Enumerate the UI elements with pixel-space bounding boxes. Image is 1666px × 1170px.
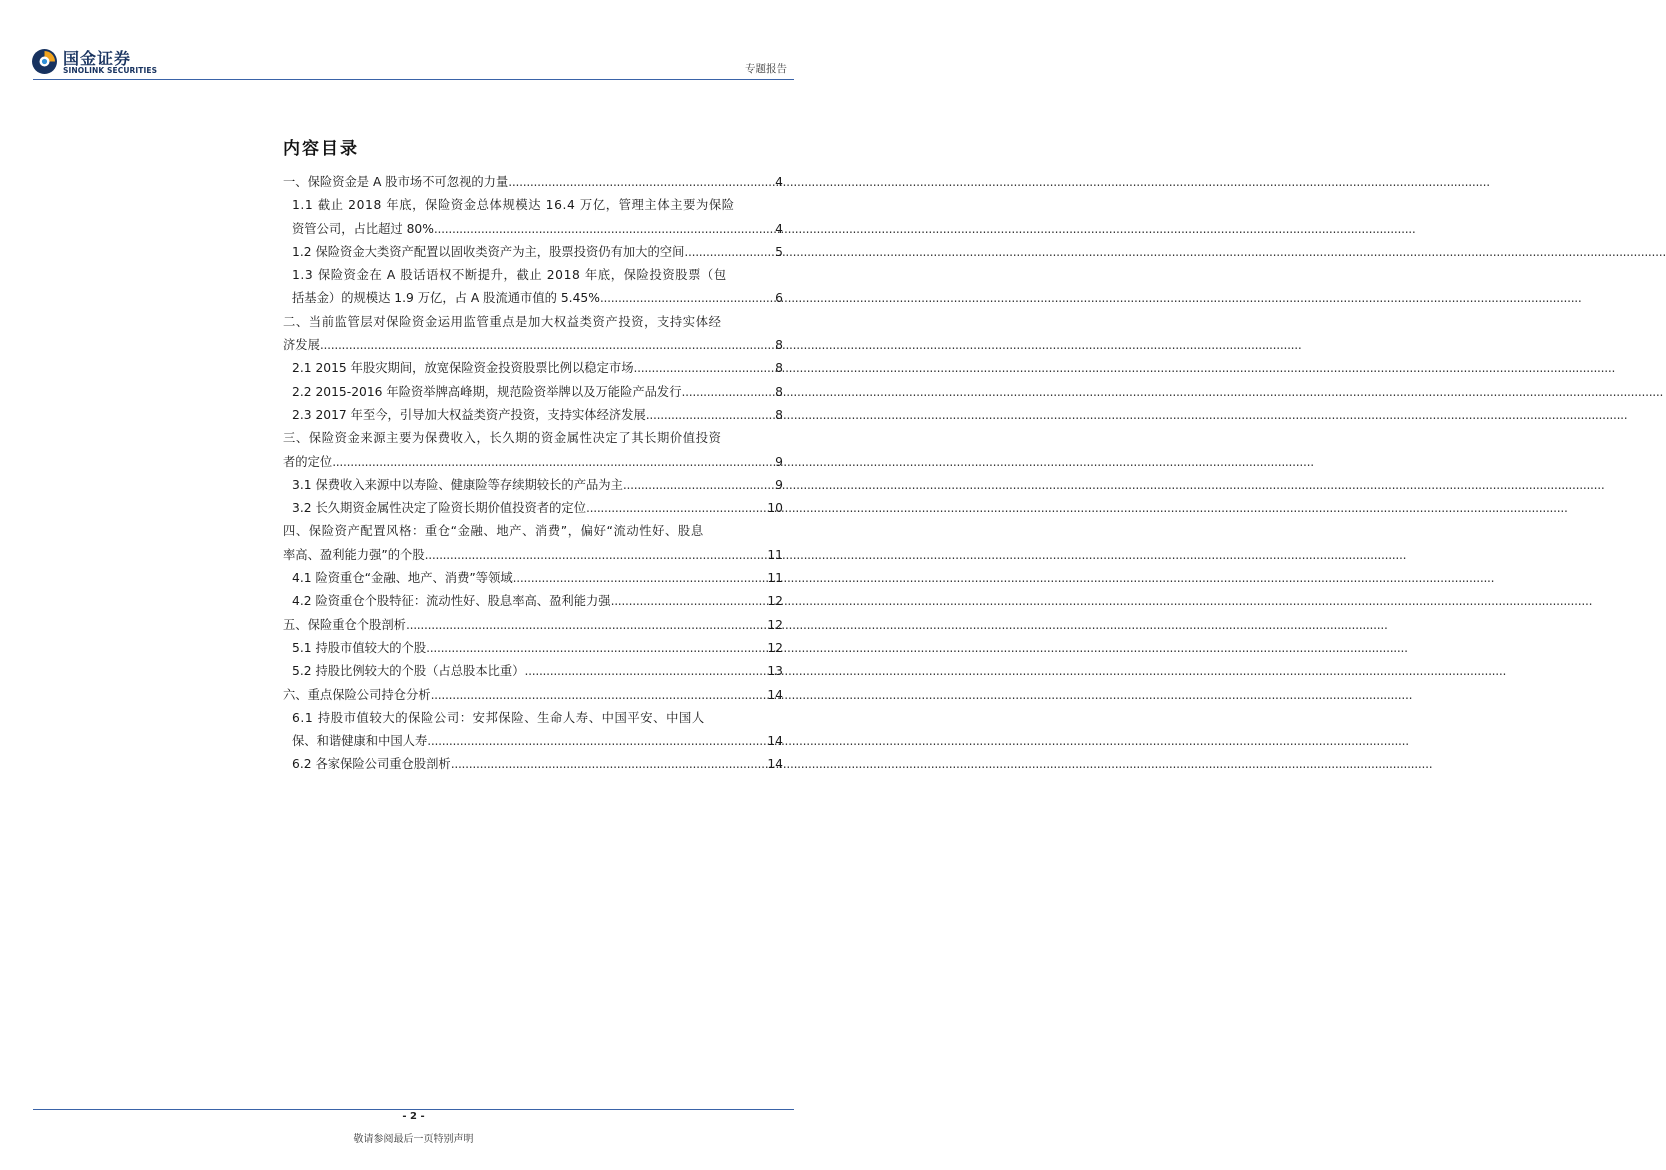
toc-entry-text: 3.1 保费收入来源中以寿险、健康险等存续期较长的产品为主 bbox=[292, 477, 623, 492]
toc-section-entry[interactable] bbox=[283, 520, 783, 567]
toc-entry-text: 一、保险资金是 A 股市场不可忽视的力量 bbox=[283, 175, 509, 189]
toc-page-number: 8 bbox=[775, 384, 783, 399]
toc-dot-leader bbox=[682, 381, 775, 404]
toc-section-entry[interactable] bbox=[283, 311, 783, 358]
toc-dot-leader bbox=[451, 753, 767, 776]
toc-entry-text: 2.3 2017 年至今，引导加大权益类资产投资，支持实体经济发展 bbox=[292, 407, 646, 422]
header-divider bbox=[33, 79, 794, 80]
toc-entry-text: 三、保险资金来源主要为保费收入，长久期的资金属性决定了其长期价值投资 bbox=[283, 431, 722, 446]
toc-page-number: 12 bbox=[767, 617, 783, 632]
toc-subsection-entry[interactable] bbox=[283, 194, 783, 241]
toc-dot-leader bbox=[684, 241, 774, 264]
toc-entry-text: 2.1 2015 年股灾期间，放宽保险资金投资股票比例以稳定市场 bbox=[292, 361, 634, 376]
toc-dot-leader bbox=[586, 497, 766, 520]
toc-entry-text: 4.2 险资重仓个股特征：流动性好、股息率高、盈利能力强 bbox=[292, 594, 611, 609]
toc-page-number: 5 bbox=[775, 244, 783, 259]
toc-subsection-entry[interactable] bbox=[283, 474, 783, 497]
sinolink-logo-icon bbox=[31, 48, 58, 75]
company-logo bbox=[31, 46, 156, 78]
logo-english-name: SINOLINK SECURITIES bbox=[63, 66, 158, 75]
toc-page-number: 8 bbox=[775, 338, 783, 353]
toc-subsection-entry[interactable] bbox=[283, 497, 783, 520]
footer-disclaimer: 敬请参阅最后一页特别声明 bbox=[353, 1134, 474, 1145]
toc-subsection-entry[interactable] bbox=[283, 404, 783, 427]
toc-entry-text: 者的定位 bbox=[283, 454, 333, 469]
logo-chinese-name: 国金证券 bbox=[63, 49, 132, 68]
toc-dot-leader bbox=[427, 730, 766, 753]
toc-page-number: 10 bbox=[767, 501, 783, 516]
toc-section-entry[interactable] bbox=[283, 427, 783, 474]
toc-page-number: 8 bbox=[775, 407, 783, 422]
toc-dot-leader bbox=[508, 171, 774, 194]
toc-entry-text: 保、和谐健康和中国人寿 bbox=[292, 734, 428, 749]
toc-page-number: 12 bbox=[767, 594, 783, 609]
toc-dot-leader bbox=[611, 590, 767, 613]
toc-page-number: 14 bbox=[767, 757, 783, 772]
toc-subsection-entry[interactable] bbox=[283, 590, 783, 613]
toc-page-number: 14 bbox=[767, 687, 783, 702]
toc-entry-text: 四、保险资产配置风格：重仓“金融、地产、消费”，偏好“流动性好、股息 bbox=[283, 524, 704, 539]
toc-dot-leader bbox=[646, 404, 774, 427]
toc-entry-text: 六、重点保险公司持仓分析 bbox=[283, 687, 431, 702]
toc-dot-leader bbox=[525, 660, 767, 683]
toc-entry-text: 二、当前监管层对保险资金运用监管重点是加大权益类资产投资，支持实体经 bbox=[283, 314, 722, 329]
toc-dot-leader bbox=[600, 287, 774, 310]
toc-entry-text: 4.1 险资重仓“金融、地产、消费”等领域 bbox=[292, 571, 513, 586]
toc-entry-text: 1.3 保险资金在 A 股话语权不断提升，截止 2018 年底，保险投资股票（包 bbox=[292, 268, 727, 283]
toc-subsection-entry[interactable] bbox=[283, 567, 783, 590]
toc-subsection-entry[interactable] bbox=[283, 637, 783, 660]
toc-entry-text: 1.2 保险资金大类资产配置以固收类资产为主，股票投资仍有加大的空间 bbox=[292, 244, 685, 259]
toc-entry-text: 5.1 持股市值较大的个股 bbox=[292, 640, 427, 655]
toc-page-number: 4 bbox=[775, 175, 783, 189]
toc-page-number: 4 bbox=[775, 221, 783, 236]
toc-page-number: 14 bbox=[767, 734, 783, 749]
table-of-contents bbox=[283, 134, 783, 777]
toc-entry-text: 资管公司，占比超过 80% bbox=[292, 221, 434, 236]
toc-dot-leader bbox=[434, 218, 774, 241]
toc-page-number: 11 bbox=[767, 547, 783, 562]
toc-entry-text: 2.2 2015-2016 年险资举牌高峰期，规范险资举牌以及万能险产品发行 bbox=[292, 384, 682, 399]
toc-page-number: 11 bbox=[767, 571, 783, 586]
toc-dot-leader bbox=[425, 544, 767, 567]
toc-entry-text: 率高、盈利能力强”的个股 bbox=[283, 547, 425, 562]
toc-subsection-entry[interactable] bbox=[283, 381, 783, 404]
toc-page-number: 9 bbox=[775, 477, 783, 492]
toc-page-number: 12 bbox=[767, 640, 783, 655]
toc-entry-text: 6.1 持股市值较大的保险公司：安邦保险、生命人寿、中国平安、中国人 bbox=[292, 710, 705, 725]
toc-entry-text: 括基金）的规模达 1.9 万亿，占 A 股流通市值的 5.45% bbox=[292, 291, 600, 306]
toc-dot-leader bbox=[431, 684, 767, 707]
toc-entry-text: 济发展 bbox=[283, 338, 320, 353]
toc-subsection-entry[interactable] bbox=[283, 753, 783, 776]
toc-title: 内容目录 bbox=[283, 139, 359, 159]
toc-subsection-entry[interactable] bbox=[283, 357, 783, 380]
footer-divider bbox=[33, 1109, 794, 1110]
toc-section-entry[interactable] bbox=[283, 684, 783, 707]
toc-dot-leader bbox=[623, 474, 774, 497]
toc-entry-text: 3.2 长久期资金属性决定了险资长期价值投资者的定位 bbox=[292, 501, 586, 516]
toc-page-number: 8 bbox=[775, 361, 783, 376]
toc-entry-text: 1.1 截止 2018 年底，保险资金总体规模达 16.4 万亿，管理主体主要为保险 bbox=[292, 198, 735, 213]
toc-entry-text: 5.2 持股比例较大的个股（占总股本比重） bbox=[292, 664, 525, 679]
page-header bbox=[0, 0, 827, 82]
report-type-label: 专题报告 bbox=[745, 63, 787, 75]
toc-page-number: 9 bbox=[775, 454, 783, 469]
toc-subsection-entry[interactable] bbox=[283, 660, 783, 683]
page-number: - 2 - bbox=[402, 1111, 425, 1122]
toc-list bbox=[283, 171, 783, 777]
toc-entry-text: 五、保险重仓个股剖析 bbox=[283, 617, 406, 632]
toc-dot-leader bbox=[513, 567, 767, 590]
toc-entry-text: 6.2 各家保险公司重仓股剖析 bbox=[292, 757, 451, 772]
toc-section-entry[interactable] bbox=[283, 171, 783, 194]
toc-section-entry[interactable] bbox=[283, 614, 783, 637]
toc-subsection-entry[interactable] bbox=[283, 707, 783, 754]
toc-subsection-entry[interactable] bbox=[283, 241, 783, 264]
toc-page-number: 13 bbox=[767, 664, 783, 679]
toc-dot-leader bbox=[406, 614, 766, 637]
toc-dot-leader bbox=[634, 357, 775, 380]
toc-dot-leader bbox=[320, 334, 774, 357]
toc-dot-leader bbox=[332, 451, 774, 474]
toc-page-number: 6 bbox=[775, 291, 783, 306]
toc-dot-leader bbox=[426, 637, 766, 660]
toc-subsection-entry[interactable] bbox=[283, 264, 783, 311]
